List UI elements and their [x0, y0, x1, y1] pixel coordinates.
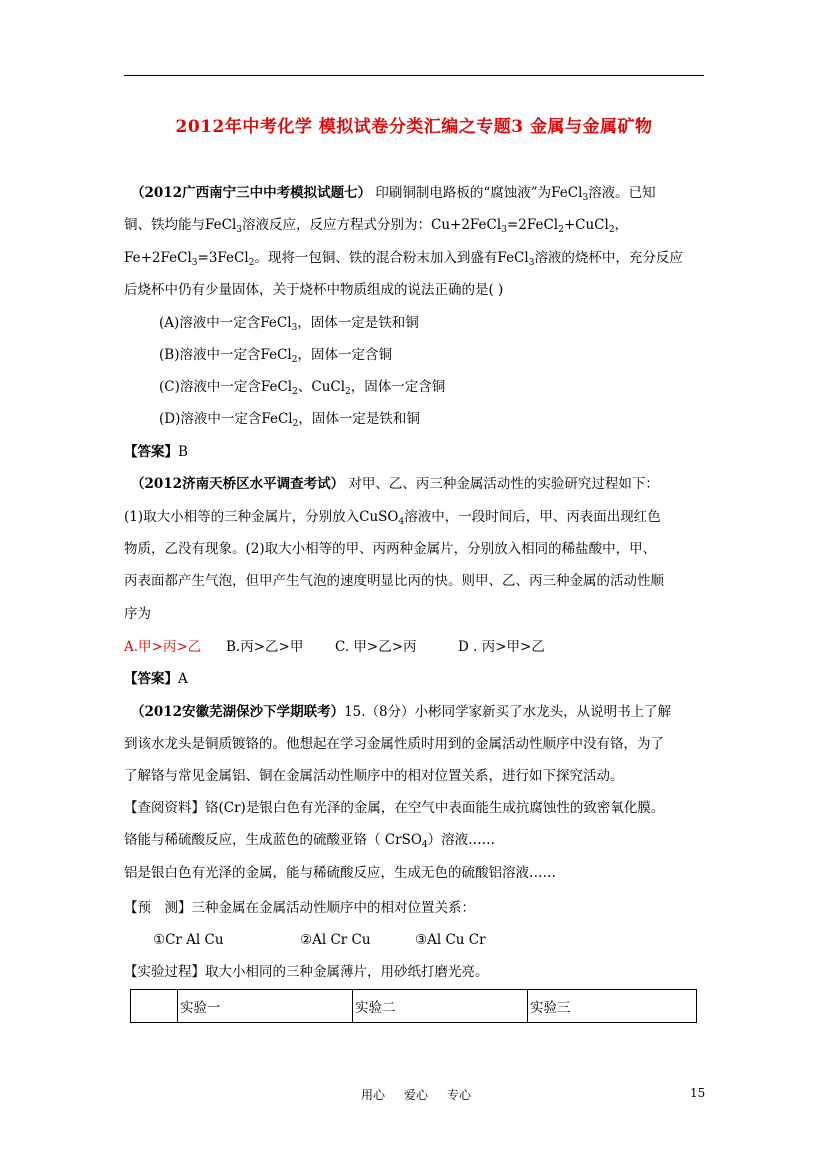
q1-line-3: Fe+2FeCl$_3$=3FeCl$_2$。现将一包铜、铁的混合粉末加入到盛有FeCl$_3$溶液的烧杯中，充分反应	[124, 250, 683, 268]
q2-choice-b: B.丙>乙>甲	[226, 639, 304, 655]
q1-option-c: (C)溶液中一定含FeCl$_2$、CuCl$_2$，固体一定含铜	[159, 379, 446, 397]
q2-choice-c: C. 甲>乙>丙	[335, 639, 417, 655]
footer-text-2: 爱心	[404, 1088, 429, 1102]
q1-answer: 【答案】B	[124, 444, 188, 460]
footer-text-1: 用心	[361, 1088, 386, 1102]
table-row	[131, 990, 697, 1023]
q3-line-1: （2012安徽芜湖保沙下学期联考）15.（8分）小彬同学家新买了水龙头，从说明书上了解	[131, 704, 672, 720]
q1-line-2: 铜、铁均能与FeCl$_3$溶液反应，反应方程式分别为：Cu+2FeCl$_3$=2FeCl$_2$+CuCl$_2$，	[124, 217, 629, 235]
q3-line-4: 【查阅资料】铬(Cr)是银白色有光泽的金属，在空气中表面能生成抗腐蚀性的致密氧化膜。	[124, 800, 665, 816]
q1-source: （2012广西南宁三中中考模拟试题七）	[131, 185, 372, 201]
q1-option-a: (A)溶液中一定含FeCl$_3$，固体一定是铁和铜	[159, 315, 419, 333]
q2-line-2: (1)取大小相等的三种金属片，分别放入CuSO$_4$溶液中，一段时间后，甲、丙表面出现红色	[124, 509, 661, 527]
q3-line-6: 铝是银白色有光泽的金属，能与稀硫酸反应，生成无色的硫酸铝溶液……	[124, 865, 556, 881]
footer-text-3: 专心	[447, 1088, 472, 1102]
table-cell: 实验三	[528, 990, 697, 1023]
q2-choice-d: D . 丙>甲>乙	[458, 639, 545, 655]
q3-prediction-2: ②Al Cr Cu	[300, 932, 371, 948]
q3-line-8: 【实验过程】取大小相同的三种金属薄片，用砂纸打磨光亮。	[124, 964, 489, 980]
page-number: 15	[690, 1086, 706, 1100]
q2-line-5: 序为	[124, 606, 151, 622]
page-title: 2012年中考化学 模拟试卷分类汇编之专题3 金属与金属矿物	[175, 117, 653, 137]
q3-source: （2012安徽芜湖保沙下学期联考）	[131, 704, 345, 720]
q2-line-1: （2012济南天桥区水平调查考试） 对甲、乙、丙三种金属活动性的实验研究过程如下：	[131, 476, 659, 492]
table-cell: 实验二	[353, 990, 528, 1023]
q1-line-1: （2012广西南宁三中中考模拟试题七） 印刷铜制电路板的“腐蚀液”为FeCl$_3$溶液。已知	[131, 185, 656, 203]
header-rule	[124, 75, 704, 76]
q3-line-7: 【预 测】三种金属在金属活动性顺序中的相对位置关系：	[124, 900, 475, 916]
q1-line-4: 后烧杯中仍有少量固体，关于烧杯中物质组成的说法正确的是( )	[124, 282, 504, 298]
q2-line-4: 丙表面都产生气泡，但甲产生气泡的速度明显比丙的快。则甲、乙、丙三种金属的活动性顺	[124, 573, 664, 589]
q2-line-3: 物质，乙没有现象。(2)取大小相等的甲、丙两种金属片，分别放入相同的稀盐酸中，甲、	[124, 541, 657, 557]
q3-line-3: 了解铬与常见金属铝、铜在金属活动性顺序中的相对位置关系，进行如下探究活动。	[124, 768, 624, 784]
q1-option-d: (D)溶液中一定含FeCl$_2$，固体一定是铁和铜	[159, 411, 420, 429]
q3-line-2: 到该水龙头是铜质镀铬的。他想起在学习金属性质时用到的金属活动性顺序中没有铬，为了	[124, 736, 664, 752]
q3-prediction-1: ①Cr Al Cu	[153, 932, 224, 948]
table-cell	[131, 990, 178, 1023]
table-cell: 实验一	[178, 990, 353, 1023]
q2-choice-a: A.甲>丙>乙	[124, 639, 202, 655]
q3-line-5: 铬能与稀硫酸反应，生成蓝色的硫酸亚铬（ CrSO$_4$）溶液……	[124, 832, 496, 850]
q3-prediction-3: ③Al Cu Cr	[415, 932, 486, 948]
experiment-table	[130, 989, 697, 1023]
q2-source: （2012济南天桥区水平调查考试）	[131, 476, 345, 492]
q2-answer: 【答案】A	[124, 671, 188, 687]
q1-option-b: (B)溶液中一定含FeCl$_2$，固体一定含铜	[159, 347, 392, 365]
